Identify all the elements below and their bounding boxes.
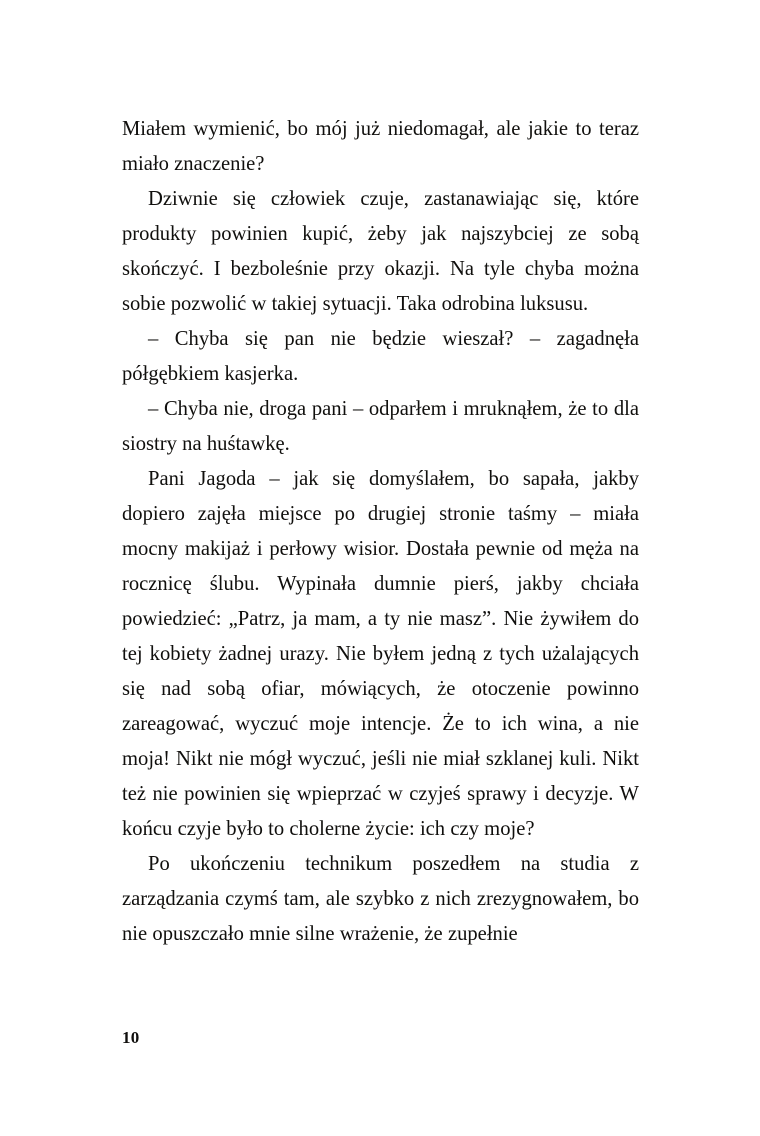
paragraph: Miałem wymienić, bo mój już niedomagał, ale jakie to teraz miało znaczenie? [122,118,639,175]
body-text-column [122,112,639,952]
page-number: 10 [122,1028,140,1047]
paragraph: – Chyba nie, droga pani – odparłem i mruknąłem, że to dla siostry na huśtawkę. [122,398,639,455]
paragraph: Pani Jagoda – jak się domyślałem, bo sapała, jakby dopiero zajęła miejsce po drugiej stronie taśmy – miała mocny makijaż i perłowy wisior. Dostała pewnie od męża na rocznicę ślubu. Wypinała dumnie pierś, jakby chciała powiedzieć: „Patrz, ja mam, a ty nie masz”. Nie żywiłem do tej kobiety żadnej urazy. Nie byłem jedną z tych użalających się nad sobą ofiar, mówiących, że otoczenie powinno zareagować, wyczuć moje intencje. Że to ich wina, a nie moja! Nikt nie mógł wyczuć, jeśli nie miał szklanej kuli. Nikt też nie powinien się wpieprzać w czyjeś sprawy i decyzje. W końcu czyje było to cholerne życie: ich czy moje? [122,468,639,840]
paragraph: – Chyba się pan nie będzie wieszał? – zagadnęła półgębkiem kasjerka. [122,328,639,385]
paragraph: Po ukończeniu technikum poszedłem na studia z zarządzania czymś tam, ale szybko z nich zrezygnowałem, bo nie opuszczało mnie silne wrażenie, że zupełnie [122,853,639,945]
paragraph: Dziwnie się człowiek czuje, zastanawiając się, które produkty powinien kupić, żeby jak najszybciej ze sobą skończyć. I bezboleśnie przy okazji. Na tyle chyba można sobie pozwolić w takiej sytuacji. Taka odrobina luksusu. [122,188,639,315]
